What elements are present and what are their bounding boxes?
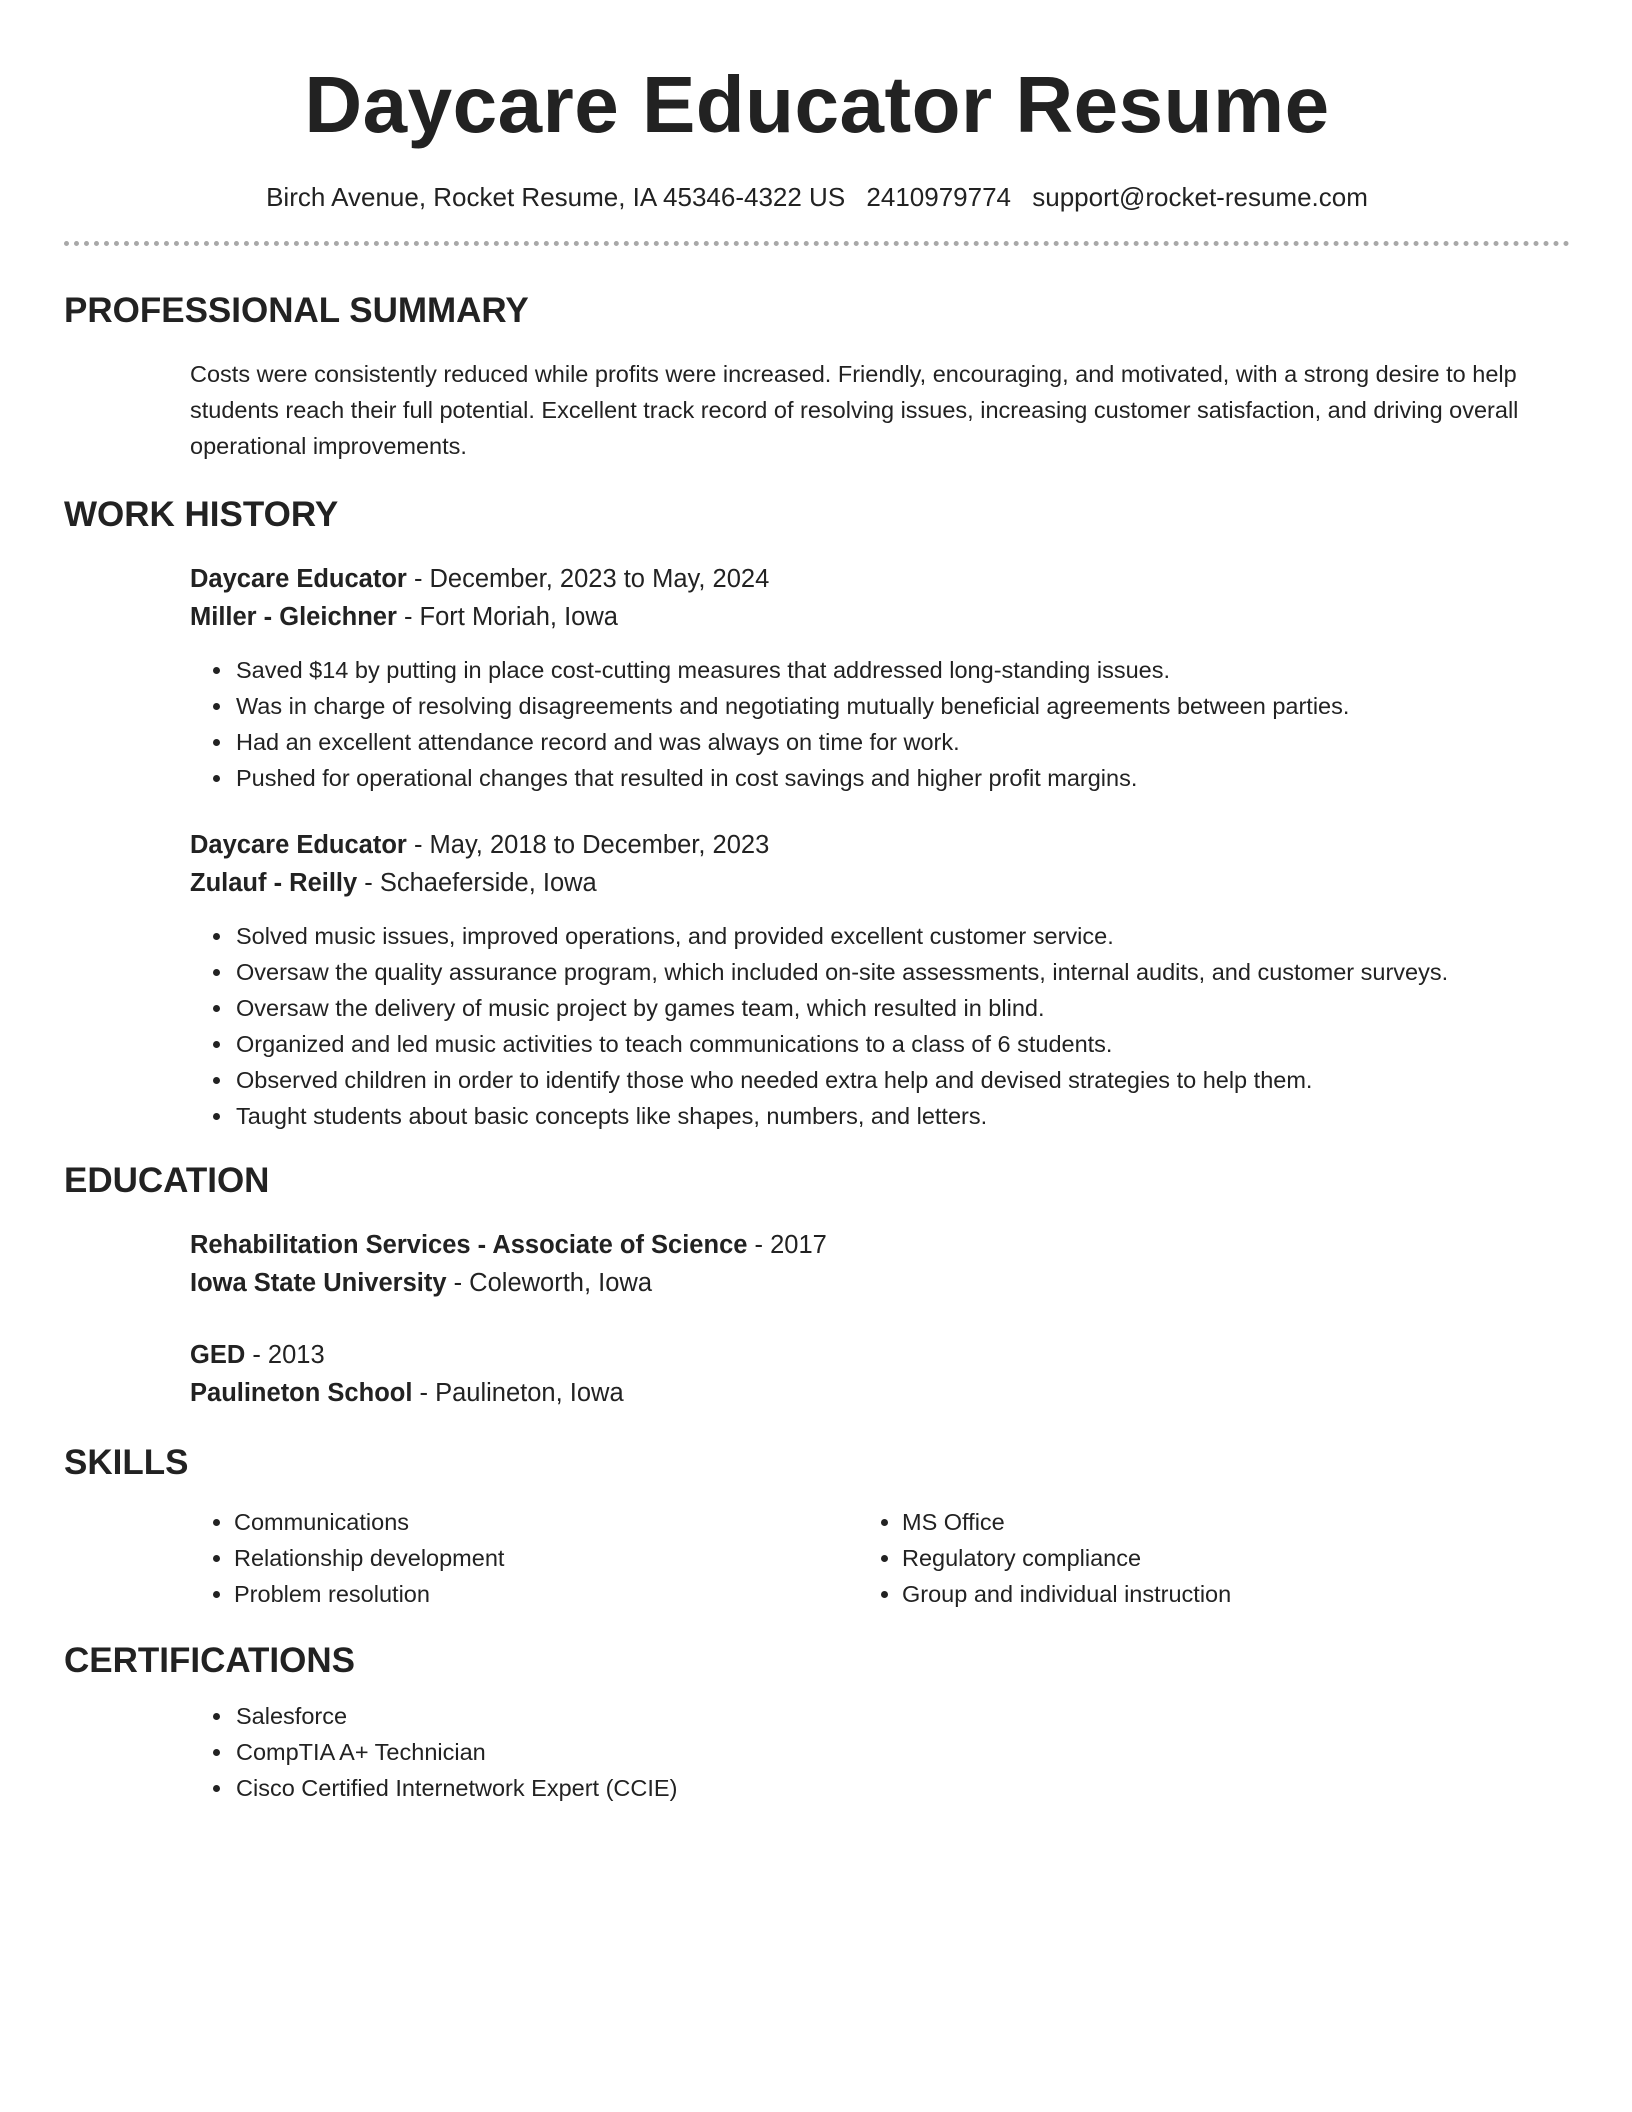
job-dates: - December, 2023 to May, 2024	[406, 565, 770, 593]
education-entry	[190, 1336, 1570, 1412]
job-entry	[190, 560, 1570, 636]
job-entry	[190, 826, 1570, 902]
summary-text: Costs were consistently reduced while profits were increased. Friendly, encouraging, and motivated, with a strong desire to help students reach their full potential. Excellent track record of resolving issues, increasing customer satisfaction, and driving overall operational improvements.	[190, 361, 1519, 459]
degree-year: - 2013	[245, 1341, 325, 1369]
degree-name: GED	[190, 1341, 246, 1369]
job-title-line	[190, 826, 1570, 864]
degree-line	[190, 1226, 1570, 1264]
job-location: - Fort Moriah, Iowa	[396, 603, 618, 631]
list-item: • Oversaw the quality assurance program, which included on-site assessments, internal audits, and customer surveys.	[234, 954, 1570, 990]
list-item: • Taught students about basic concepts like shapes, numbers, and letters.	[234, 1098, 1570, 1134]
list-item: • Observed children in order to identify those who needed extra help and devised strategies to help them.	[234, 1062, 1570, 1098]
resume-title: Daycare Educator Resume	[304, 60, 1330, 149]
degree-name: Rehabilitation Services - Associate of Science	[190, 1231, 748, 1259]
job-company: Zulauf - Reilly	[190, 869, 358, 897]
list-item: • Oversaw the delivery of music project by games team, which resulted in blind.	[234, 990, 1570, 1026]
resume-page	[64, 0, 1570, 1806]
list-item: • CompTIA A+ Technician	[234, 1734, 1570, 1770]
contact-email: support@rocket-resume.com	[1032, 182, 1368, 212]
job-title: Daycare Educator	[190, 831, 407, 859]
list-item: • Group and individual instruction	[902, 1576, 1570, 1612]
job-title: Daycare Educator	[190, 565, 407, 593]
school-location: - Coleworth, Iowa	[446, 1269, 653, 1297]
job-bullets	[234, 652, 1570, 796]
contact-phone: 2410979774	[866, 182, 1012, 212]
list-item: • Communications	[234, 1504, 902, 1540]
summary-heading: PROFESSIONAL SUMMARY	[64, 291, 529, 330]
header-divider	[64, 241, 1570, 246]
job-dates: - May, 2018 to December, 2023	[406, 831, 770, 859]
contact-address: Birch Avenue, Rocket Resume, IA 45346-4322 US	[266, 182, 846, 212]
job-company-line	[190, 598, 1570, 636]
degree-year: - 2017	[747, 1231, 827, 1259]
job-location: - Schaeferside, Iowa	[357, 869, 597, 897]
school-line	[190, 1264, 1570, 1302]
skills-left-column	[234, 1504, 902, 1612]
school-name: Paulineton School	[190, 1379, 413, 1407]
skills-heading: SKILLS	[64, 1443, 189, 1482]
school-location: - Paulineton, Iowa	[412, 1379, 624, 1407]
list-item: • Solved music issues, improved operations, and provided excellent customer service.	[234, 918, 1570, 954]
education-entry	[190, 1226, 1570, 1302]
list-item: • Salesforce	[234, 1698, 1570, 1734]
job-title-line	[190, 560, 1570, 598]
list-item: • Was in charge of resolving disagreements and negotiating mutually beneficial agreements between parties.	[234, 688, 1570, 724]
certifications-list	[234, 1698, 1570, 1806]
job-bullets	[234, 918, 1570, 1134]
school-name: Iowa State University	[190, 1269, 447, 1297]
list-item: • Had an excellent attendance record and was always on time for work.	[234, 724, 1570, 760]
list-item: • Saved $14 by putting in place cost-cutting measures that addressed long-standing issues.	[234, 652, 1570, 688]
degree-line	[190, 1336, 1570, 1374]
school-line	[190, 1374, 1570, 1412]
work-history-heading: WORK HISTORY	[64, 495, 339, 534]
list-item: • Pushed for operational changes that resulted in cost savings and higher profit margins.	[234, 760, 1570, 796]
list-item: • Regulatory compliance	[902, 1540, 1570, 1576]
list-item: • Cisco Certified Internetwork Expert (CCIE)	[234, 1770, 1570, 1806]
skills-right-column	[902, 1504, 1570, 1612]
certifications-heading: CERTIFICATIONS	[64, 1641, 356, 1680]
list-item: • Relationship development	[234, 1540, 902, 1576]
list-item: • MS Office	[902, 1504, 1570, 1540]
list-item: • Problem resolution	[234, 1576, 902, 1612]
list-item: • Organized and led music activities to teach communications to a class of 6 students.	[234, 1026, 1570, 1062]
job-company: Miller - Gleichner	[190, 603, 397, 631]
skills-columns	[234, 1504, 1570, 1612]
contact-line	[64, 180, 1570, 214]
education-heading: EDUCATION	[64, 1161, 270, 1200]
job-company-line	[190, 864, 1570, 902]
